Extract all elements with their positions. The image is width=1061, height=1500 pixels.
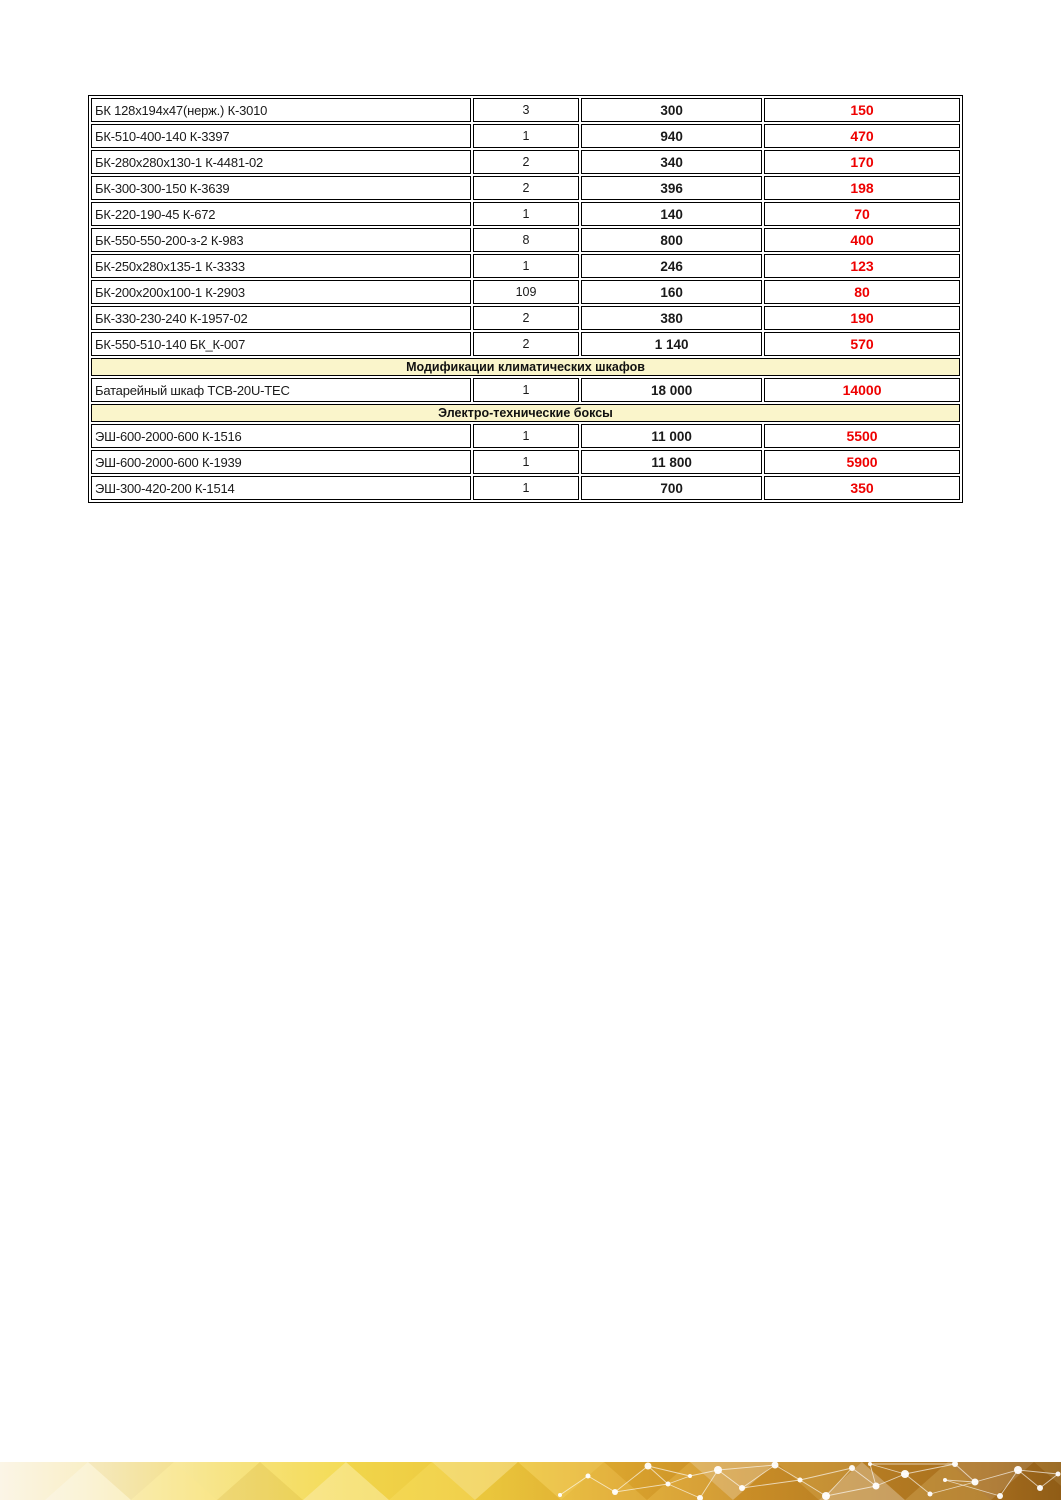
product-name-cell: БК-330-230-240 К-1957-02 <box>91 306 471 330</box>
price-cell: 246 <box>581 254 762 278</box>
table-row <box>91 150 960 174</box>
table-row <box>91 332 960 356</box>
quantity-cell: 1 <box>473 202 579 226</box>
discount-price-cell: 400 <box>764 228 960 252</box>
table-row <box>91 228 960 252</box>
product-name-cell: БК-200x200x100-1 К-2903 <box>91 280 471 304</box>
section-header-label: Модификации климатических шкафов <box>91 358 960 376</box>
table-row <box>91 202 960 226</box>
quantity-cell: 2 <box>473 176 579 200</box>
table-row <box>91 450 960 474</box>
quantity-cell: 8 <box>473 228 579 252</box>
triangle-facets <box>45 1462 1061 1500</box>
price-table <box>88 95 963 503</box>
discount-price-cell: 5500 <box>764 424 960 448</box>
product-name-cell: БК-550-550-200-з-2 К-983 <box>91 228 471 252</box>
table-row <box>91 254 960 278</box>
quantity-cell: 1 <box>473 424 579 448</box>
product-name-cell: БК-220-190-45 К-672 <box>91 202 471 226</box>
product-name-cell: БК-510-400-140 К-3397 <box>91 124 471 148</box>
footer-decoration <box>0 1462 1061 1500</box>
quantity-cell: 1 <box>473 476 579 500</box>
product-name-cell: БК-250x280x135-1 К-3333 <box>91 254 471 278</box>
price-table-body <box>91 98 960 500</box>
discount-price-cell: 80 <box>764 280 960 304</box>
quantity-cell: 2 <box>473 332 579 356</box>
quantity-cell: 1 <box>473 124 579 148</box>
table-row <box>91 306 960 330</box>
price-cell: 380 <box>581 306 762 330</box>
product-name-cell: БК-550-510-140 БК_К-007 <box>91 332 471 356</box>
table-row <box>91 424 960 448</box>
price-cell: 300 <box>581 98 762 122</box>
discount-price-cell: 150 <box>764 98 960 122</box>
footer-triangle-mosaic-icon <box>0 1462 1061 1500</box>
price-cell: 340 <box>581 150 762 174</box>
price-cell: 11 000 <box>581 424 762 448</box>
quantity-cell: 1 <box>473 254 579 278</box>
product-name-cell: БК-280x280x130-1 К-4481-02 <box>91 150 471 174</box>
table-row <box>91 98 960 122</box>
quantity-cell: 2 <box>473 150 579 174</box>
table-row <box>91 476 960 500</box>
discount-price-cell: 570 <box>764 332 960 356</box>
price-cell: 11 800 <box>581 450 762 474</box>
product-name-cell: ЭШ-300-420-200 К-1514 <box>91 476 471 500</box>
price-cell: 1 140 <box>581 332 762 356</box>
product-name-cell: Батарейный шкаф ТСВ-20U-ТЕС <box>91 378 471 402</box>
quantity-cell: 109 <box>473 280 579 304</box>
product-name-cell: ЭШ-600-2000-600 К-1516 <box>91 424 471 448</box>
discount-price-cell: 70 <box>764 202 960 226</box>
price-cell: 140 <box>581 202 762 226</box>
discount-price-cell: 198 <box>764 176 960 200</box>
discount-price-cell: 190 <box>764 306 960 330</box>
product-name-cell: ЭШ-600-2000-600 К-1939 <box>91 450 471 474</box>
quantity-cell: 1 <box>473 450 579 474</box>
discount-price-cell: 14000 <box>764 378 960 402</box>
table-row <box>91 280 960 304</box>
quantity-cell: 1 <box>473 378 579 402</box>
price-cell: 18 000 <box>581 378 762 402</box>
quantity-cell: 2 <box>473 306 579 330</box>
section-header-row <box>91 358 960 376</box>
product-name-cell: БК-300-300-150 К-3639 <box>91 176 471 200</box>
price-cell: 940 <box>581 124 762 148</box>
table-row <box>91 378 960 402</box>
discount-price-cell: 350 <box>764 476 960 500</box>
price-cell: 396 <box>581 176 762 200</box>
discount-price-cell: 5900 <box>764 450 960 474</box>
discount-price-cell: 470 <box>764 124 960 148</box>
section-header-label: Электро-технические боксы <box>91 404 960 422</box>
table-row <box>91 124 960 148</box>
price-cell: 800 <box>581 228 762 252</box>
price-cell: 160 <box>581 280 762 304</box>
discount-price-cell: 123 <box>764 254 960 278</box>
discount-price-cell: 170 <box>764 150 960 174</box>
product-name-cell: БК 128x194x47(нерж.) К-3010 <box>91 98 471 122</box>
section-header-row <box>91 404 960 422</box>
price-table-container <box>88 95 963 503</box>
quantity-cell: 3 <box>473 98 579 122</box>
price-cell: 700 <box>581 476 762 500</box>
table-row <box>91 176 960 200</box>
